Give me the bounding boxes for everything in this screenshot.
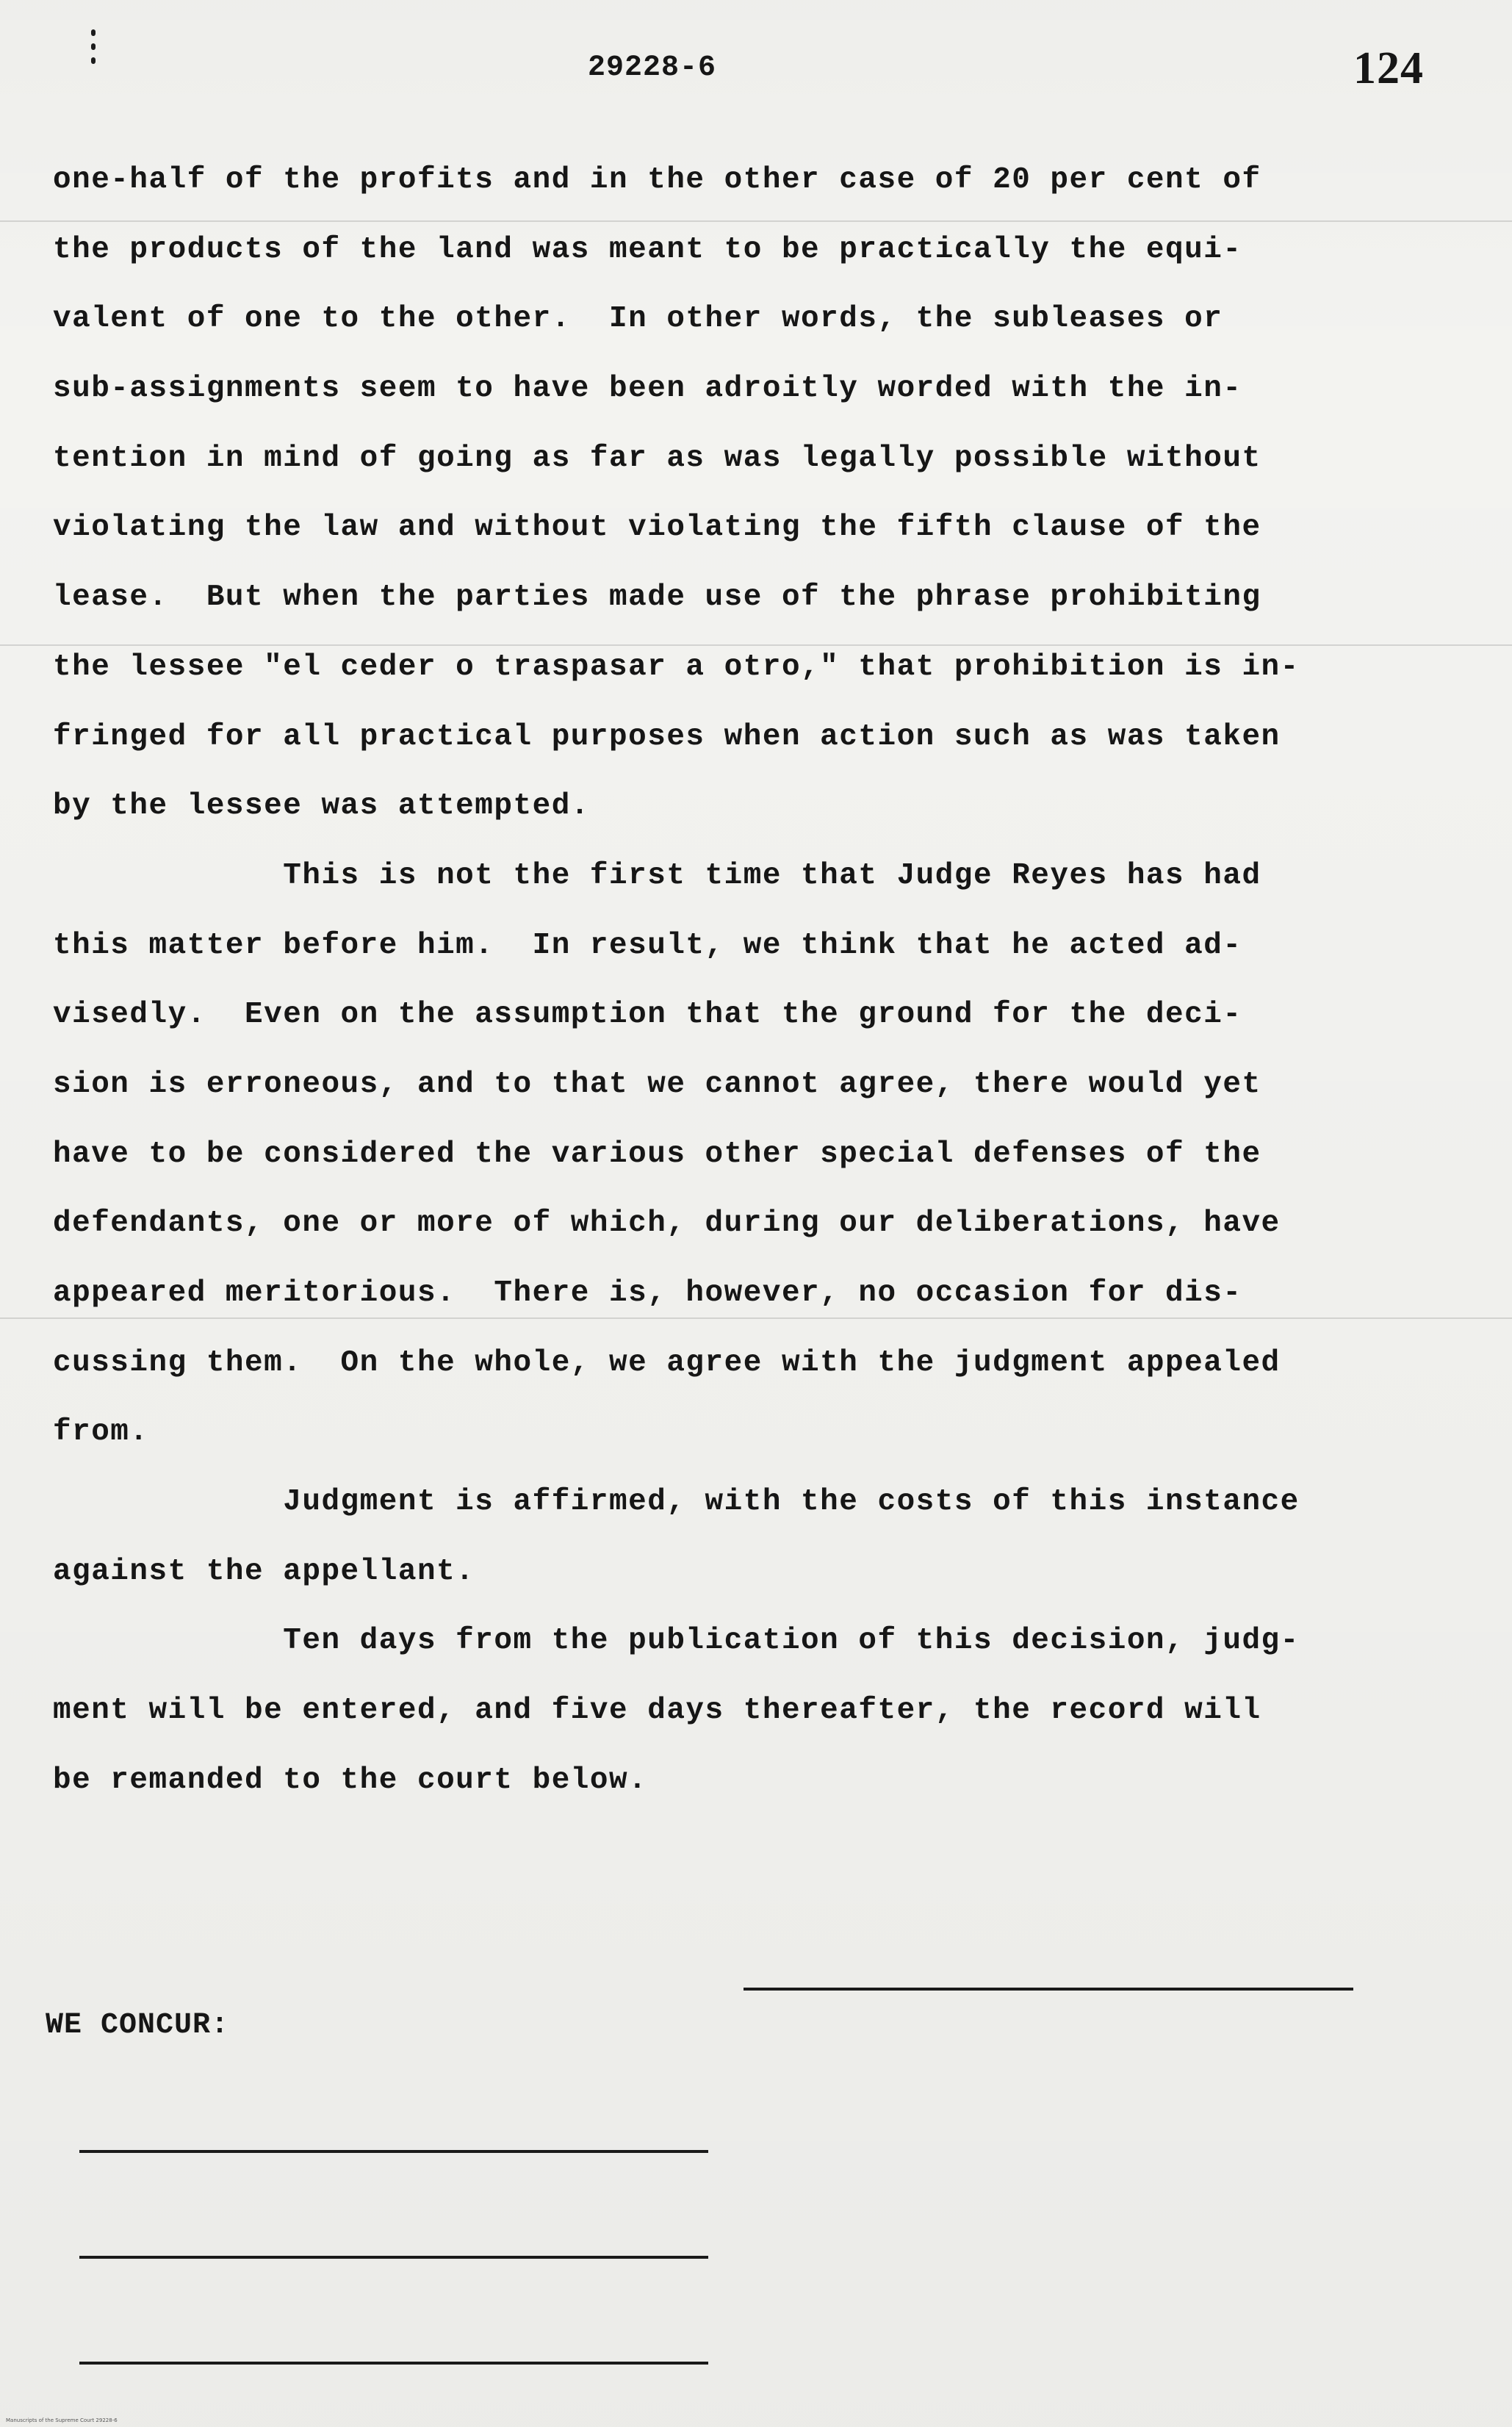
concurring-signature-line: [79, 2256, 708, 2259]
text-line: sub-assignments seem to have been adroitly worded with the in-: [53, 372, 1242, 406]
page-number: 124: [1353, 43, 1424, 93]
text-line: by the lessee was attempted.: [53, 789, 590, 824]
page-code: 29228-6: [588, 51, 717, 85]
text-line: visedly. Even on the assumption that the ground for the deci-: [53, 998, 1242, 1032]
text-line: the products of the land was meant to be practically the equi-: [53, 232, 1242, 267]
concurring-signature-line: [79, 2150, 708, 2153]
text-line: valent of one to the other. In other words, the subleases or: [53, 302, 1223, 337]
text-line: the lessee "el ceder o traspasar a otro," that prohibition is in-: [53, 650, 1300, 684]
margin-punch-marks: [91, 29, 98, 88]
text-line: lease. But when the parties made use of the phrase prohibiting: [53, 580, 1261, 615]
text-line: ment will be entered, and five days thereafter, the record will: [53, 1694, 1261, 1728]
text-line: fringed for all practical purposes when action such as was taken: [53, 719, 1281, 754]
text-line: this matter before him. In result, we think that he acted ad-: [53, 928, 1242, 963]
text-line: be remanded to the court below.: [53, 1763, 648, 1797]
opinion-text: [53, 157, 1397, 1827]
text-line: violating the law and without violating the fifth clause of the: [53, 511, 1261, 545]
archive-footer-note: Manuscripts of the Supreme Court 29228-6: [6, 2417, 118, 2423]
text-line: one-half of the profits and in the other case of 20 per cent of: [53, 163, 1261, 197]
text-line: Judgment is affirmed, with the costs of this instance: [53, 1485, 1300, 1520]
concurring-signature-line: [79, 2362, 708, 2365]
text-line: defendants, one or more of which, during our deliberations, have: [53, 1207, 1281, 1241]
text-line: have to be considered the various other special defenses of the: [53, 1137, 1261, 1171]
text-line: from.: [53, 1415, 149, 1450]
text-line: Ten days from the publication of this decision, judg-: [53, 1624, 1300, 1658]
text-line: sion is erroneous, and to that we cannot agree, there would yet: [53, 1067, 1261, 1101]
text-line: against the appellant.: [53, 1554, 475, 1589]
text-line: cussing them. On the whole, we agree with the judgment appealed: [53, 1345, 1281, 1380]
text-line: This is not the first time that Judge Reyes has had: [53, 858, 1261, 893]
text-line: tention in mind of going as far as was legally possible without: [53, 441, 1261, 475]
author-signature-line: [744, 1988, 1353, 1991]
concur-label: WE CONCUR:: [46, 2009, 230, 2042]
text-line: appeared meritorious. There is, however, no occasion for dis-: [53, 1276, 1242, 1310]
